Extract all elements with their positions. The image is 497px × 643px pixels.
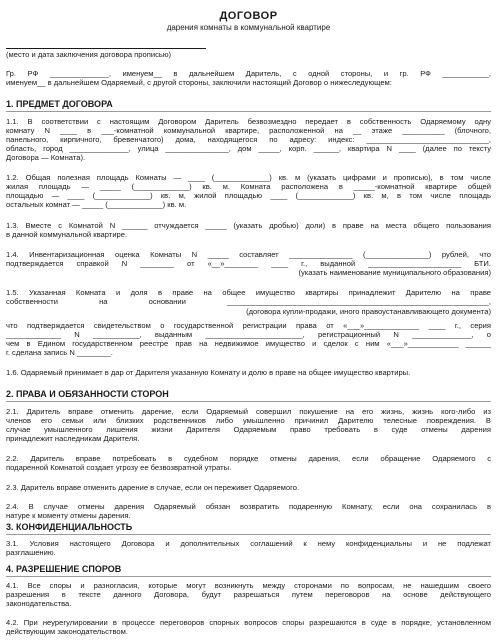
clause-1-3-line: в данной коммунальной квартире. — [6, 230, 128, 239]
section-divider — [6, 534, 491, 535]
clause-1-4-line: подтверждается справкой N ________ от «__»________ ____ г., выданной ______________________ БТИ. — [6, 259, 491, 268]
clause-2-4-line: натуре к моменту отмены дарения. — [6, 511, 131, 520]
clause-1-1-line: комнату N ____ в ___-комнатной коммунальной квартире, расположенной на __ этаже __________ (блочного, — [6, 126, 491, 135]
clause-3-1-line: 3.1. Условия настоящего Договора и дополнительных соглашений к нему конфиденциальны и не подлежат — [6, 539, 491, 548]
clause-1-1-line: панельного, кирпичного, бревенчатого) дома, находящегося по адресу: индекс: _____________________________, — [6, 135, 491, 144]
clause-2-2-line: подаренной Комнатой создает угрозу ее безвозвратной утраты. — [6, 463, 232, 472]
clause-1-5-line: г. сделана запись N ________. — [6, 348, 113, 357]
clause-3-1-line: разглашению. — [6, 548, 56, 557]
section-divider — [6, 111, 491, 112]
clause-1-6-line: 1.6. Одаряемый принимает в дар от Дарителя указанную Комнату и долю в праве на общее имущество квартиры. — [6, 368, 411, 377]
clause-2-1-line: членов его семьи или близких родственников либо умышленно причинил Дарителю телесные повреждения. В — [6, 416, 491, 425]
clause-1-4-line: 1.4. Инвентаризационная оценка Комнаты N _____ составляет _______________ (_______________) рублей, что — [6, 250, 491, 259]
clause-2-1-line: случае умышленного лишения жизни Дарителя Одаряемым право требовать в суде отмены дарения — [6, 425, 491, 434]
clause-1-1-line: Договора — Комната). — [6, 153, 86, 162]
clause-2-4-line: 2.4. В случае отмены дарения Одаряемый обязан возвратить подаренную Комнату, если она сохранилась в — [6, 502, 491, 511]
intro-line: именуем__ в дальнейшем Одаряемый, с другой стороны, заключили настоящий Договор о нижеследующем: — [6, 78, 392, 87]
document-subtitle: дарения комнаты в коммунальной квартире — [166, 23, 331, 32]
clause-4-1-line: 4.1. Все споры и разногласия, которые могут возникнуть между сторонами по вопросам, не нашедшим своего — [6, 581, 491, 590]
clause-4-2-line: 4.2. При неурегулировании в процессе переговоров спорных вопросов споры разрешаются в суде в порядке, установленном — [6, 618, 491, 627]
clause-1-2-line: 1.2. Общая полезная площадь Комнаты — ____ (_____________) кв. м (указать цифрами и прописью), в том числе — [6, 173, 491, 182]
clause-1-5-caption: (договора купли-продажи, иного правоустанавливающего документа) — [246, 307, 491, 316]
section-4-heading: 4. РАЗРЕШЕНИЕ СПОРОВ — [6, 564, 122, 574]
clause-1-1-line: область, город ______________, улица _______________, дом _____, корп. ______, квартира N ____ (далее по тексту — [6, 144, 491, 153]
section-2-heading: 2. ПРАВА И ОБЯЗАННОСТИ СТОРОН — [6, 389, 169, 399]
clause-1-2-line: площадью — ____ (_____________) кв. м, жилой площадью ____ (_____________) кв. м, в том числе площадь — [6, 191, 491, 200]
clause-2-2-line: 2.2. Даритель вправе потребовать в судебном порядке отмены дарения, если обращение Одаряемого с — [6, 454, 491, 463]
place-date-caption: (место и дата заключения договора прописью) — [6, 50, 172, 59]
section-3-heading: 3. КОНФИДЕНЦИАЛЬНОСТЬ — [6, 522, 133, 532]
clause-2-1-line: принадлежит наследникам Дарителя. — [6, 434, 140, 443]
clause-1-1-line: 1.1. В соответствии с настоящим Договором Даритель безвозмездно передает в собственность Одаряемому одну — [6, 117, 491, 126]
section-1-heading: 1. ПРЕДМЕТ ДОГОВОРА — [6, 99, 113, 109]
clause-2-3-line: 2.3. Даритель вправе отменить дарение в случае, если он переживет Одаряемого. — [6, 483, 300, 492]
clause-1-5-line: что подтверждается свидетельством о государственной регистрации права от «___»_____________ ____ г., серия — [6, 321, 491, 330]
section-divider — [6, 576, 491, 577]
clause-1-5-line: собственности на основании ______________________________________________________________, — [6, 297, 491, 306]
clause-1-4-caption: (указать наименование муниципального образования) — [298, 268, 491, 277]
clause-4-1-line: разрешения в тексте данного Договора, будут разрешаться путем переговоров на основе действующего — [6, 590, 491, 599]
intro-line: Гр. РФ ______________, именуем__ в дальнейшем Даритель, с одной стороны, и гр. РФ ___________, — [6, 69, 491, 78]
clause-1-5-line: чем в Едином государственном реестре прав на недвижимое имущество и сделок с ним «___»____________ ______ — [6, 339, 491, 348]
clause-4-1-line: законодательства. — [6, 599, 72, 608]
section-divider — [6, 401, 491, 402]
document-title: ДОГОВОР — [219, 10, 278, 22]
clause-4-2-line: действующим законодательством. — [6, 627, 128, 636]
clause-2-1-line: 2.1. Даритель вправе отменить дарение, если Одаряемый совершил покушение на его жизнь, жизнь кого-либо из — [6, 407, 491, 416]
place-date-line — [6, 48, 206, 49]
clause-1-2-line: жилая площадь — _____ (_____________) кв. м. Комната расположена в _____-комнатной квартире общей — [6, 182, 491, 191]
clause-1-5-line: _____________ N ___________, выданным _______________________, регистрационный N ______________, о — [6, 330, 491, 339]
clause-1-5-line: 1.5. Указанная Комната и доля в праве на общее имущество квартиры принадлежит Дарителю на праве — [6, 288, 491, 297]
clause-1-2-line: остальных комнат — _____ (_____________) кв. м. — [6, 200, 187, 209]
clause-1-3-line: 1.3. Вместе с Комнатой N ______ отчуждается _____ (указать дробью) доли) в праве на места общего пользования — [6, 221, 491, 230]
